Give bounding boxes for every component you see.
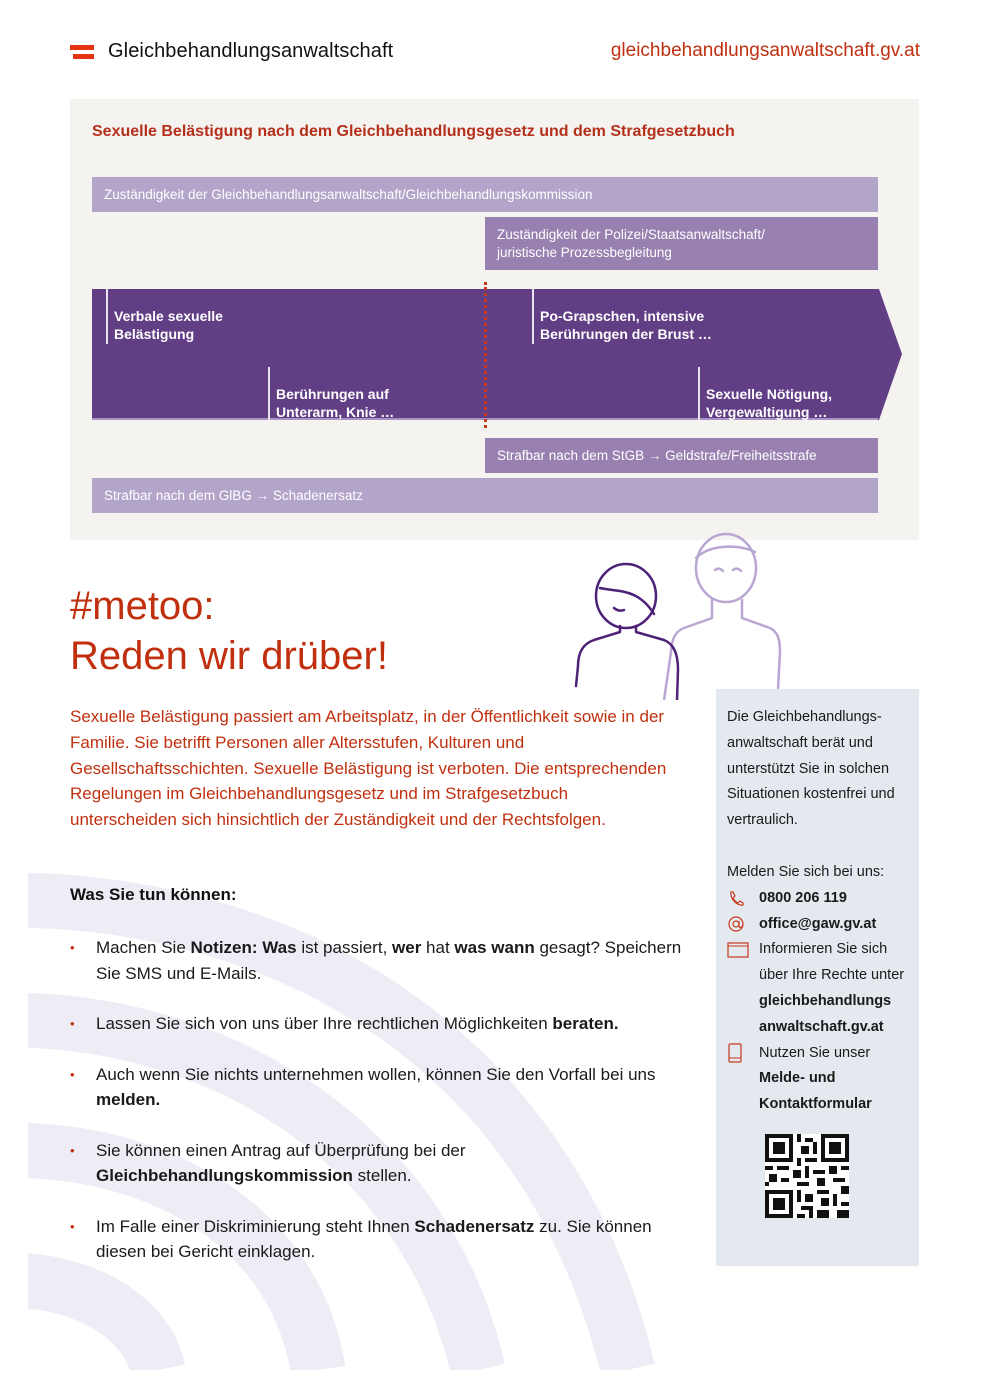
org-name: Gleichbehandlungsanwaltschaft (108, 40, 394, 62)
headline-line2: Reden wir drüber! (70, 634, 388, 678)
website-prefix: Informieren Sie sich über Ihre Rechte unter (759, 941, 905, 984)
phone-number[interactable]: 0800 206 119 (759, 889, 847, 906)
bullet-icon: • (70, 1016, 75, 1031)
case-assault: Sexuelle Nötigung, Vergewaltigung … (698, 367, 832, 420)
competence-gaw-label: Zuständigkeit der Gleichbehandlungsanwaltschaft/Gleichbehandlungskommission (104, 186, 593, 202)
competence-gaw-bar (92, 177, 878, 212)
email-address[interactable]: office@gaw.gv.at (759, 915, 877, 932)
case-touch-arm: Berührungen auf Unterarm, Knie … (268, 367, 394, 420)
austrian-flag-icon (70, 44, 94, 60)
competence-police-line1: Zuständigkeit der Polizei/Staatsanwaltschaft/ (497, 226, 765, 242)
qr-code[interactable] (765, 1134, 849, 1218)
list-item: • Im Falle einer Diskriminierung steht Ihnen Schadenersatz zu. Sie können diesen bei Gericht einklagen. (70, 1214, 690, 1265)
bullet-icon: • (70, 1142, 75, 1158)
people-illustration (560, 530, 810, 700)
phone-row[interactable] (727, 886, 909, 912)
email-row[interactable] (727, 912, 909, 938)
website-link-part1[interactable]: gleichbehandlungs (759, 992, 892, 1009)
case-verbal: Verbale sexuelle Belästigung (106, 289, 223, 344)
sidebar-description: Die Gleichbehandlungs-anwaltschaft berät und unterstützt Sie in solchen Situationen kostenfrei und vertraulich. (727, 709, 895, 829)
logo (70, 40, 393, 63)
consequence-stgb-bar (485, 438, 878, 473)
form-prefix: Nutzen Sie unser (759, 1044, 871, 1061)
list-item: • Machen Sie Notizen: Was ist passiert, wer hat was wann gesagt? Speichern Sie SMS und E-Mails. (70, 935, 690, 986)
website-link-part2[interactable]: anwaltschaft.gv.at (759, 1018, 884, 1035)
consequence-stgb-label: Strafbar nach dem StGB → Geldstrafe/Freiheitsstrafe (497, 447, 817, 463)
browser-icon (727, 937, 759, 963)
consequence-glbg-bar (92, 478, 878, 513)
bullet-icon: • (70, 940, 75, 955)
severity-arrow (92, 289, 902, 420)
headline-line1: #metoo: (70, 584, 215, 628)
contact-prompt: Melden Sie sich bei uns: (727, 863, 885, 880)
bullet-icon: • (70, 1218, 75, 1234)
website-row[interactable] (727, 937, 909, 1040)
diagram-title: Sexuelle Belästigung nach dem Gleichbehandlungsgesetz und dem Strafgesetzbuch (92, 123, 735, 140)
actions-title: Was Sie tun können: (70, 885, 237, 904)
mobile-icon (727, 1041, 759, 1067)
page-headline (70, 581, 388, 681)
phone-icon (727, 886, 759, 912)
case-groping: Po-Grapschen, intensive Berührungen der Brust … (532, 289, 712, 344)
list-item: • Auch wenn Sie nichts unternehmen wollen, können Sie den Vorfall bei uns melden. (70, 1062, 690, 1113)
bullet-icon: • (70, 1066, 75, 1082)
at-icon (727, 912, 759, 938)
legal-diagram (70, 99, 919, 540)
competence-police-label (497, 226, 765, 262)
contact-form-link[interactable]: Melde- und Kontaktformular (759, 1070, 872, 1113)
website-link[interactable]: gleichbehandlungsanwaltschaft.gv.at (610, 40, 920, 61)
form-row[interactable] (727, 1041, 909, 1118)
actions-list (70, 935, 690, 1290)
list-item: • Lassen Sie sich von uns über Ihre rechtlichen Möglichkeiten beraten. (70, 1011, 690, 1037)
list-item: • Sie können einen Antrag auf Überprüfung bei der Gleichbehandlungskommission stellen. (70, 1138, 690, 1189)
legal-threshold-divider (484, 282, 487, 428)
competence-police-line2: juristische Prozessbegleitung (497, 244, 672, 260)
contact-sidebar (716, 689, 919, 1266)
competence-police-bar (485, 217, 878, 270)
consequence-glbg-label: Strafbar nach dem GlBG → Schadenersatz (104, 487, 363, 503)
intro-paragraph: Sexuelle Belästigung passiert am Arbeitsplatz, in der Öffentlichkeit sowie in der Familie. Sie betrifft Personen aller Altersstufen, Kulturen und Gesellschaftsschichten. Sexuelle Belästigung ist verboten. Die entsprechenden Regelungen im Gleichbehandlungsgesetz und im Strafgesetzbuch unterscheiden sich hinsichtlich der Zuständigkeit und der Rechtsfolgen. (70, 707, 667, 830)
